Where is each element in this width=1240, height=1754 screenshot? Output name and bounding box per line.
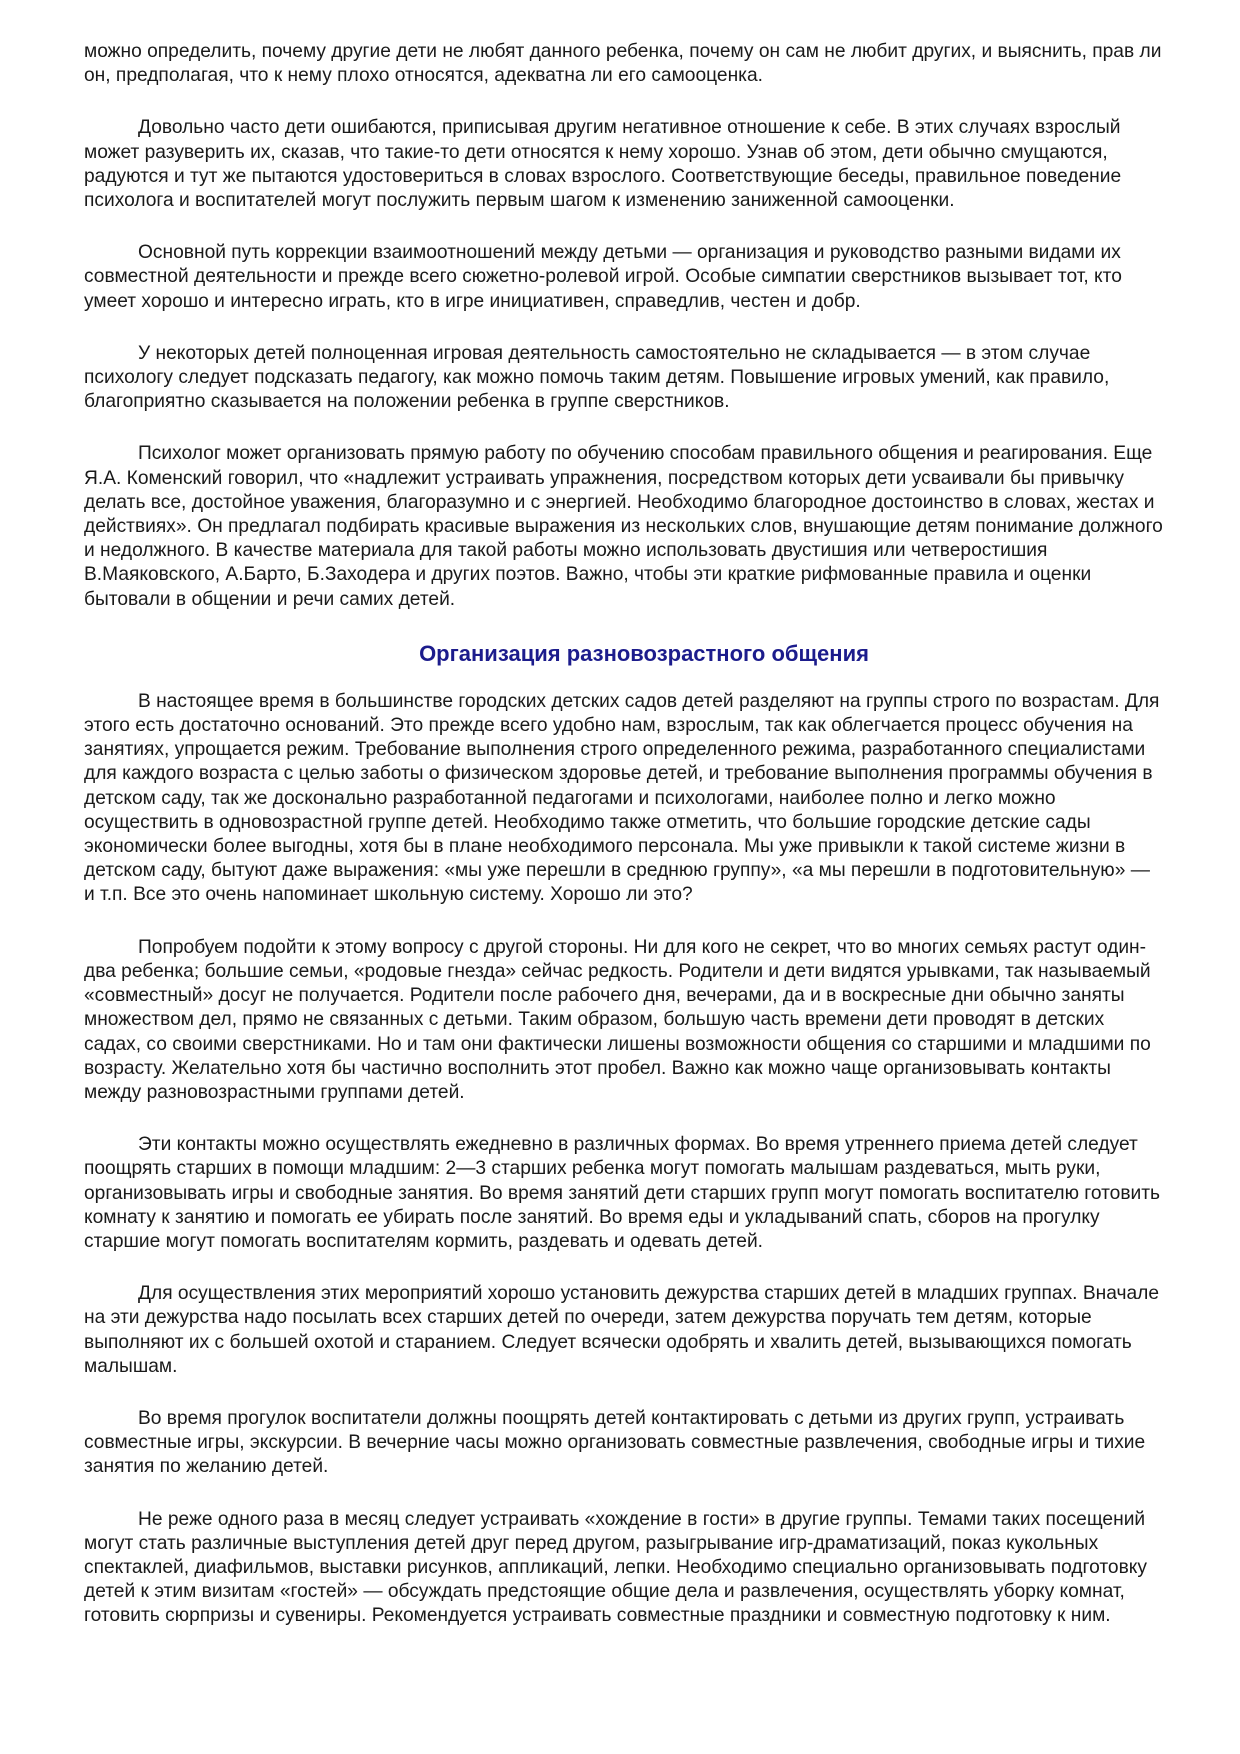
- paragraph: Эти контакты можно осуществлять ежедневно в различных формах. Во время утреннего приема детей следует поощрять старших в помощи младшим: 2—3 старших ребенка могут помогать малышам раздеваться, мыть руки, организовывать игры и свободные занятия. Во время занятий дети старших групп могут помогать воспитателю готовить комнату к занятию и помогать ее убирать после занятий. Во время еды и укладываний спать, сборов на прогулку старшие могут помогать воспитателям кормить, раздевать и одевать детей.: [84, 1134, 1161, 1252]
- paragraph: Во время прогулок воспитатели должны поощрять детей контактировать с детьми из других групп, устраивать совместные игры, экскурсии. В вечерние часы можно организовать совместные развлечения, свободные игры и тихие занятия по желанию детей.: [84, 1407, 1146, 1478]
- section-heading: Организация разновозрастного общения: [419, 640, 869, 666]
- paragraph: У некоторых детей полноценная игровая деятельность самостоятельно не складывается — в этом случае психологу следует подсказать педагогу, как можно помочь таким детям. Повышение игровых умений, как правило, благоприятно сказывается на положении ребенка в группе сверстников.: [84, 342, 1110, 413]
- paragraph: Довольно часто дети ошибаются, приписывая другим негативное отношение к себе. В этих случаях взрослый может разуверить их, сказав, что такие-то дети относятся к нему хорошо. Узнав об этом, дети обычно смущаются, радуются и тут же пытаются удостовериться в словах взрослого. Соответствующие беседы, правильное поведение психолога и воспитателей могут послужить первым шагом к изменению заниженной самооценки.: [84, 117, 1122, 212]
- paragraph: Не реже одного раза в месяц следует устраивать «хождение в гости» в другие группы. Темами таких посещений могут стать различные выступления детей друг перед другом, разыгрывание игр-драматизаций, показ кукольных спектаклей, диафильмов, выставки рисунков, аппликаций, лепки. Необходимо специально организовывать подготовку детей к этим визитам «гостей» — обсуждать предстоящие общие дела и развлечения, осуществлять уборку комнат, готовить сюрпризы и сувениры. Рекомендуется устраивать совместные праздники и совместную подготовку к ним.: [84, 1508, 1148, 1627]
- paragraph: Психолог может организовать прямую работу по обучению способам правильного общения и реагирования. Еще Я.А. Коменский говорил, что «надлежит устраивать упражнения, посредством которых дети усваивали бы привычку делать все, достойное уважения, благоразумно и с энергией. Необходимо благородное достоинство в словах, жестах и действиях». Он предлагал подбирать красивые выражения из нескольких слов, внушающие детям понимание должного и недолжного. В качестве материала для такой работы можно использовать двустишия или четверостишия В.Маяковского, А.Барто, Б.Заходера и других поэтов. Важно, чтобы эти краткие рифмованные правила и оценки бытовали в общении и речи самих детей.: [84, 443, 1163, 610]
- paragraph: В настоящее время в большинстве городских детских садов детей разделяют на группы строго по возрастам. Для этого есть достаточно оснований. Это прежде всего удобно нам, взрослым, так как облегчается процесс обучения на занятиях, упрощается режим. Требование выполнения строго определенного режима, разработанного специалистами для каждого возраста с целью заботы о физическом здоровье детей, и требование выполнения программы обучения в детском саду, так же досконально разработанной педагогами и психологами, наиболее полно и легко можно осуществить в одновозрастной группе детей. Необходимо также отметить, что большие городские детские сады экономически более выгодны, хотя бы в плане необходимого персонала. Мы уже привыкли к такой системе жизни в детском саду, бытуют даже выражения: «мы уже перешли в среднюю группу», «а мы перешли в подготовительную» — и т.п. Все это очень напоминает школьную систему. Хорошо ли это?: [84, 690, 1160, 906]
- paragraph: можно определить, почему другие дети не любят данного ребенка, почему он сам не любит других, и выяснить, прав ли он, предполагая, что к нему плохо относятся, адекватна ли его самооценка.: [84, 41, 1162, 87]
- document-page: [84, 40, 1164, 1657]
- paragraph: Основной путь коррекции взаимоотношений между детьми — организация и руководство разными видами их совместной деятельности и прежде всего сюжетно-ролевой игрой. Особые симпатии сверстников вызывает тот, кто умеет хорошо и интересно играть, кто в игре инициативен, справедлив, честен и добр.: [84, 242, 1122, 312]
- paragraph: Для осуществления этих мероприятий хорошо установить дежурства старших детей в младших группах. Вначале на эти дежурства надо посылать всех старших детей по очереди, затем дежурства поручать тем детям, которые выполняют их с большей охотой и старанием. Следует всячески одобрять и хвалить детей, вызывающихся помогать малышам.: [84, 1283, 1160, 1377]
- paragraph: Попробуем подойти к этому вопросу с другой стороны. Ни для кого не секрет, что во многих семьях растут один-два ребенка; большие семьи, «родовые гнезда» сейчас редкость. Родители и дети видятся урывками, так называемый «совместный» досуг не получается. Родители после рабочего дня, вечерами, да и в воскресные дни обычно заняты множеством дел, прямо не связанных с детьми. Таким образом, большую часть времени дети проводят в детских садах, со своими сверстниками. Но и там они фактически лишены возможности общения со старшими и младшими по возрасту. Желательно хотя бы частично восполнить этот пробел. Важно как можно чаще организовывать контакты между разновозрастными группами детей.: [84, 936, 1151, 1103]
